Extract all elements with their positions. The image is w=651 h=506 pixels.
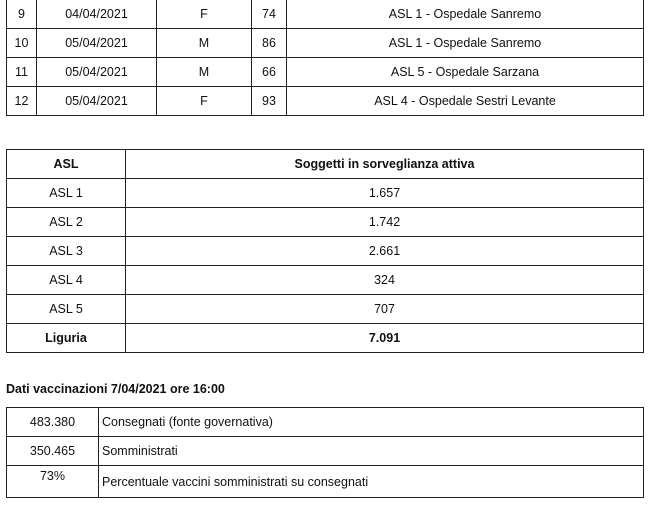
total-value: 7.091	[126, 324, 644, 353]
case-hospital: ASL 5 - Ospedale Sarzana	[287, 58, 644, 87]
case-date: 05/04/2021	[37, 29, 157, 58]
case-age: 66	[252, 58, 287, 87]
table-row	[7, 29, 644, 58]
vaccination-value: 73%	[7, 466, 99, 498]
table-header-row	[7, 150, 644, 179]
case-number: 10	[7, 29, 37, 58]
case-age: 74	[252, 0, 287, 29]
table-row	[7, 408, 644, 437]
asl-name: ASL 1	[7, 179, 126, 208]
case-sex: F	[157, 87, 252, 116]
case-hospital: ASL 4 - Ospedale Sestri Levante	[287, 87, 644, 116]
vaccination-value: 350.465	[7, 437, 99, 466]
table-row	[7, 208, 644, 237]
case-number: 11	[7, 58, 37, 87]
vaccination-table	[6, 407, 644, 498]
table-row	[7, 437, 644, 466]
vaccination-label: Consegnati (fonte governativa)	[99, 408, 644, 437]
case-sex: F	[157, 0, 252, 29]
table-row	[7, 466, 644, 498]
table-row	[7, 0, 644, 29]
header-asl: ASL	[7, 150, 126, 179]
case-number: 12	[7, 87, 37, 116]
vaccination-label: Somministrati	[99, 437, 644, 466]
case-sex: M	[157, 29, 252, 58]
case-date: 05/04/2021	[37, 58, 157, 87]
case-sex: M	[157, 58, 252, 87]
case-hospital: ASL 1 - Ospedale Sanremo	[287, 29, 644, 58]
case-number: 9	[7, 0, 37, 29]
asl-value: 2.661	[126, 237, 644, 266]
table-row	[7, 295, 644, 324]
cases-table	[6, 0, 644, 116]
asl-name: ASL 5	[7, 295, 126, 324]
header-subjects: Soggetti in sorveglianza attiva	[126, 150, 644, 179]
table-row	[7, 179, 644, 208]
vaccination-section-title: Dati vaccinazioni 7/04/2021 ore 16:00	[6, 382, 225, 396]
asl-value: 1.657	[126, 179, 644, 208]
asl-name: ASL 4	[7, 266, 126, 295]
asl-value: 707	[126, 295, 644, 324]
asl-value: 324	[126, 266, 644, 295]
table-row	[7, 87, 644, 116]
total-label: Liguria	[7, 324, 126, 353]
vaccination-value: 483.380	[7, 408, 99, 437]
case-date: 04/04/2021	[37, 0, 157, 29]
case-date: 05/04/2021	[37, 87, 157, 116]
case-age: 93	[252, 87, 287, 116]
surveillance-table	[6, 149, 644, 353]
table-row	[7, 266, 644, 295]
case-age: 86	[252, 29, 287, 58]
table-total-row	[7, 324, 644, 353]
case-hospital: ASL 1 - Ospedale Sanremo	[287, 0, 644, 29]
asl-name: ASL 2	[7, 208, 126, 237]
table-row	[7, 58, 644, 87]
asl-name: ASL 3	[7, 237, 126, 266]
vaccination-label: Percentuale vaccini somministrati su consegnati	[99, 466, 644, 498]
table-row	[7, 237, 644, 266]
asl-value: 1.742	[126, 208, 644, 237]
